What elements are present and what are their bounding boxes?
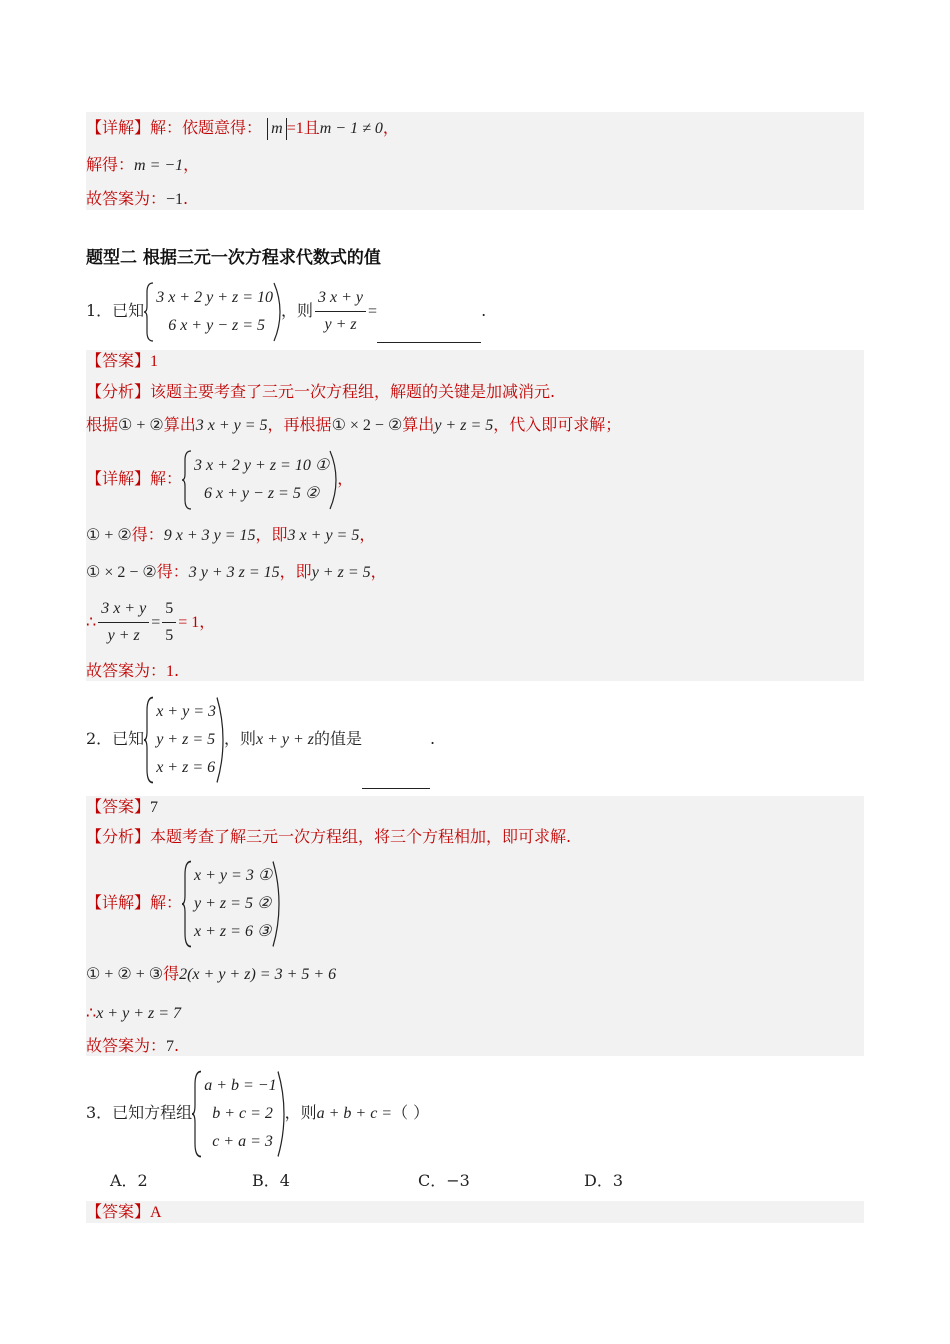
q1-result-line: ∴ $\frac{3 x + y}{y + z}$ = $\frac{5}{5}$ = 1， [86,600,216,644]
q3-system: a + b = −1 b + c = 2 c + a = 3 [192,1070,284,1158]
q3-solution-box [86,1201,864,1223]
detail-tag: 【详解】 [86,118,151,137]
q2-final-line: 故答案为：7. [86,1036,180,1055]
option-b[interactable]: B．4 [252,1171,290,1190]
prev-detail-line: 【详解】解：依题意得： m =1且m − 1 ≠ 0， [86,117,399,140]
q2-system: x + y = 3 y + z = 5 x + z = 6 [144,696,224,784]
q2-detail-system: x + y = 3 ① y + z = 5 ② x + z = 6 ③ [182,860,280,948]
q2-result-line: ∴x + y + z = 7 [86,1003,182,1022]
q1-step1-line: ① + ②得：9 x + 3 y = 15，即3 x + y = 5， [86,525,376,544]
section-title: 题型二 根据三元一次方程求代数式的值 [86,248,381,268]
q1-answer-blank[interactable] [377,280,481,343]
q2-analysis-line: 【分析】本题考查了解三元一次方程组，将三个方程相加，即可求解. [86,827,572,846]
q2-answer-blank[interactable] [362,690,430,789]
q1-detail-system: 3 x + 2 y + z = 10 ① 6 x + y − z = 5 ② [182,450,337,510]
q3-question: 3．已知方程组 a + b = −1 b + c = 2 c + a = 3 ，则a + b + c =（ ） [86,1064,429,1163]
q1-final-line: 故答案为：1. [86,661,180,680]
q1-system: 3 x + 2 y + z = 10 6 x + y − z = 5 [144,282,281,342]
q1-analysis-line: 【分析】该题主要考查了三元一次方程组，解题的关键是加减消元. [86,382,556,401]
q1-question: 1．已知 3 x + 2 y + z = 10 6 x + y − z = 5 ，则 $\frac{3 x + y}{y + z}$ = . [86,280,486,343]
prev-final-line: 故答案为：−1. [86,189,189,208]
option-a[interactable]: A．2 [110,1171,148,1190]
q2-detail-line: 【详解】解： x + y = 3 ① y + z = 5 ② x + z = 6 ③ [86,854,280,952]
prev-solve-line: 解得：m = −1， [86,155,200,174]
q1-answer-line: 【答案】1 [86,351,159,370]
q1-step2-line: ① × 2 − ②得：3 y + 3 z = 15，即y + z = 5， [86,562,387,581]
option-d[interactable]: D．3 [584,1171,624,1190]
q2-question: 2．已知 x + y = 3 y + z = 5 x + z = 6 ，则x + y + z的值是 . [86,690,435,789]
q1-hint-line: 根据① + ②算出3 x + y = 5，再根据① × 2 − ②算出y + z = 5，代入即可求解； [86,415,622,434]
q1-detail-line: 【详解】解： 3 x + 2 y + z = 10 ① 6 x + y − z = 5 ② ， [86,446,353,512]
option-c[interactable]: C．−3 [418,1171,470,1190]
q3-answer-line: 【答案】A [86,1202,162,1221]
q3-options [110,1170,623,1192]
q2-step-line: ① + ② + ③得2(x + y + z) = 3 + 5 + 6 [86,964,337,983]
abs-m: m [267,118,287,140]
q2-answer-line: 【答案】7 [86,797,159,816]
q1-fraction: $\frac{3 x + y}{y + z}$ [315,287,366,336]
